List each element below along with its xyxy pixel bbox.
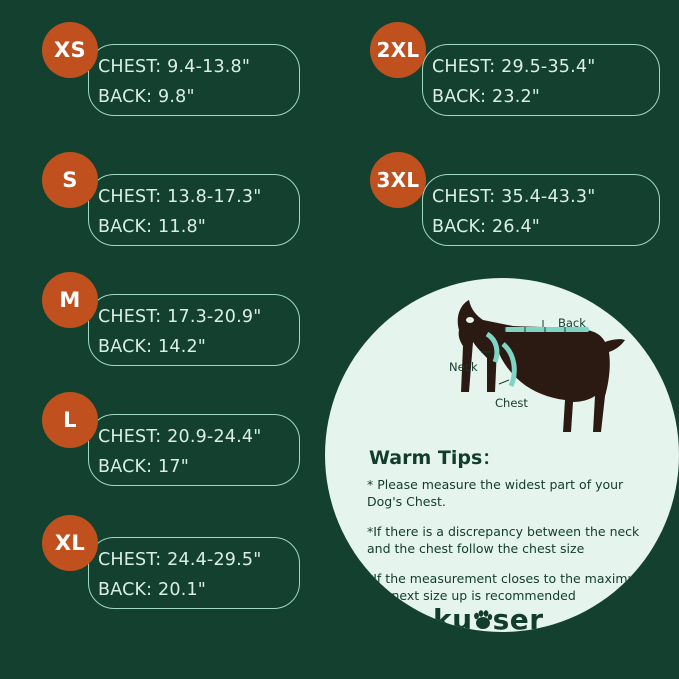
size-badge: XS bbox=[42, 22, 98, 78]
size-measurements bbox=[98, 182, 328, 242]
brand-logo bbox=[433, 603, 544, 632]
size-measurements bbox=[432, 182, 662, 242]
back-value: BACK: 17" bbox=[98, 457, 189, 477]
warm-tips-panel bbox=[325, 278, 679, 632]
back-value: BACK: 20.1" bbox=[98, 580, 207, 600]
size-measurements bbox=[432, 52, 662, 112]
size-measurements bbox=[98, 52, 328, 112]
size-badge: 2XL bbox=[370, 22, 426, 78]
chest-value: CHEST: 24.4-29.5" bbox=[98, 550, 262, 570]
size-badge: XL bbox=[42, 515, 98, 571]
tip-item: *If there is a discrepancy between the neck and the chest follow the chest size bbox=[367, 524, 640, 556]
paw-icon bbox=[473, 603, 493, 632]
tip-item: * Please measure the widest part of your Dog's Chest. bbox=[367, 477, 624, 509]
size-badge: M bbox=[42, 272, 98, 328]
back-value: BACK: 9.8" bbox=[98, 87, 195, 107]
chest-value: CHEST: 29.5-35.4" bbox=[432, 57, 596, 77]
brand-name-before: ku bbox=[433, 603, 473, 632]
dog-eye-icon bbox=[466, 317, 474, 323]
dog-measurement-diagram bbox=[425, 296, 655, 451]
back-value: BACK: 26.4" bbox=[432, 217, 541, 237]
size-measurements bbox=[98, 545, 328, 605]
warm-tips-title: Warm Tips： bbox=[369, 447, 502, 469]
chest-value: CHEST: 9.4-13.8" bbox=[98, 57, 251, 77]
back-value: BACK: 23.2" bbox=[432, 87, 541, 107]
leader-line bbox=[499, 380, 509, 384]
chest-value: CHEST: 20.9-24.4" bbox=[98, 427, 262, 447]
back-value: BACK: 11.8" bbox=[98, 217, 207, 237]
back-value: BACK: 14.2" bbox=[98, 337, 207, 357]
label-chest: Chest bbox=[495, 396, 528, 410]
size-measurements bbox=[98, 302, 328, 362]
chest-value: CHEST: 35.4-43.3" bbox=[432, 187, 596, 207]
chest-value: CHEST: 13.8-17.3" bbox=[98, 187, 262, 207]
dog-silhouette bbox=[458, 300, 625, 432]
label-back: Back bbox=[558, 316, 586, 330]
label-neck: Neck bbox=[449, 360, 478, 374]
size-measurements bbox=[98, 422, 328, 482]
size-badge: L bbox=[42, 392, 98, 448]
size-badge: 3XL bbox=[370, 152, 426, 208]
warm-tips-list bbox=[367, 476, 657, 617]
tip-item: *If the measurement closes to the maximum the next size up is recommended bbox=[367, 571, 648, 603]
size-badge: S bbox=[42, 152, 98, 208]
brand-name-after: ser bbox=[492, 603, 544, 632]
chest-value: CHEST: 17.3-20.9" bbox=[98, 307, 262, 327]
